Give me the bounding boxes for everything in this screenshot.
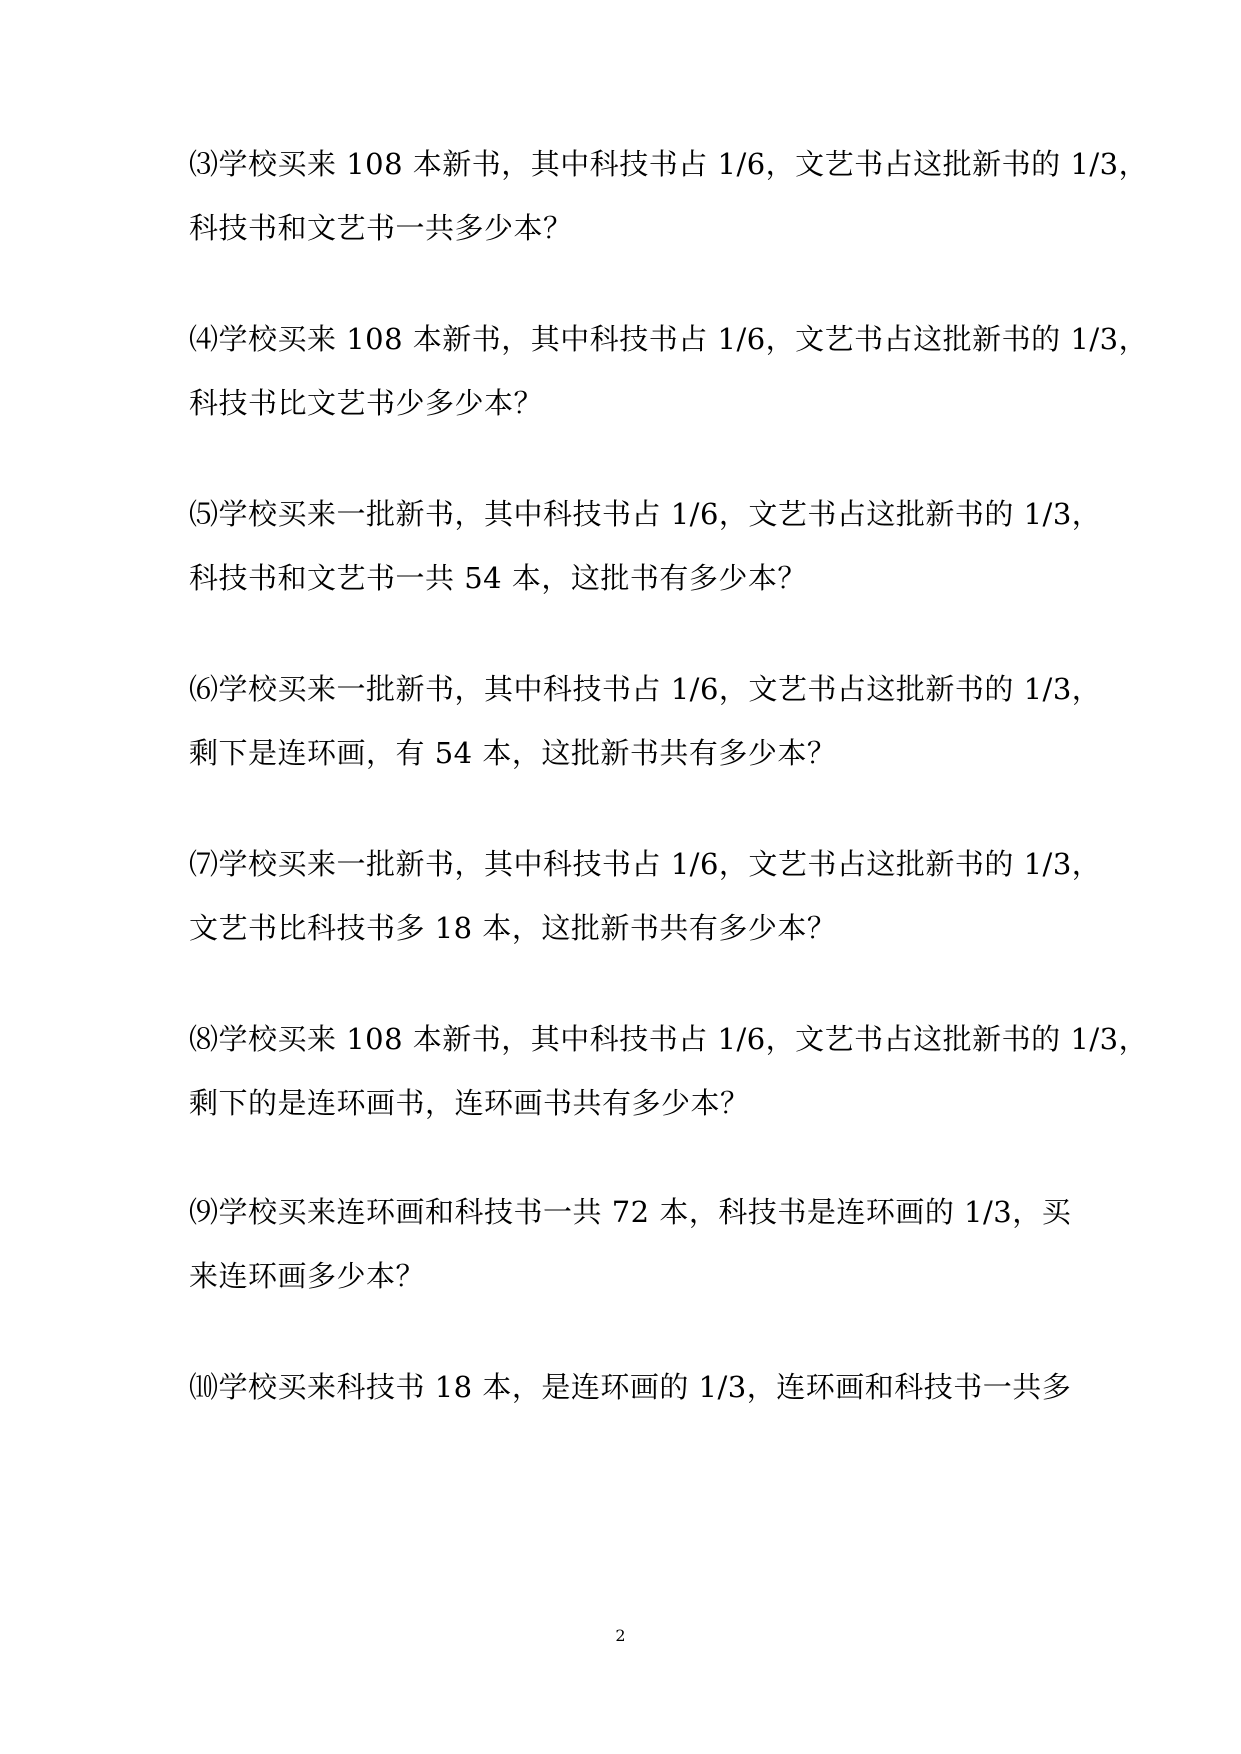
problem-8-line-2: 剩下的是连环画书，连环画书共有多少本？ bbox=[189, 1086, 750, 1120]
problem-9-line-2: 来连环画多少本？ bbox=[189, 1259, 426, 1293]
page-number: 2 bbox=[615, 1626, 626, 1645]
problem-3 bbox=[189, 147, 1149, 245]
problem-6-line-2: 剩下是连环画，有 54 本，这批新书共有多少本？ bbox=[189, 736, 837, 770]
problem-4-line-1: ⑷学校买来 108 本新书，其中科技书占 1/6，文艺书占这批新书的 1/3， bbox=[189, 322, 1149, 356]
problem-3-line-2: 科技书和文艺书一共多少本？ bbox=[189, 211, 573, 245]
problem-7-line-2: 文艺书比科技书多 18 本，这批新书共有多少本？ bbox=[189, 911, 837, 945]
problem-10 bbox=[189, 1371, 1089, 1404]
problem-9-line-1: ⑼学校买来连环画和科技书一共 72 本，科技书是连环画的 1/3，买 bbox=[189, 1195, 1072, 1229]
problem-7 bbox=[189, 847, 1102, 945]
problem-10-line-1: ⑽学校买来科技书 18 本，是连环画的 1/3，连环画和科技书一共多 bbox=[189, 1370, 1072, 1404]
problem-4 bbox=[189, 322, 1149, 420]
problem-5-line-1: ⑸学校买来一批新书，其中科技书占 1/6，文艺书占这批新书的 1/3， bbox=[189, 497, 1102, 531]
problem-6 bbox=[189, 672, 1102, 770]
problem-8 bbox=[189, 1022, 1149, 1120]
problem-8-line-1: ⑻学校买来 108 本新书，其中科技书占 1/6，文艺书占这批新书的 1/3， bbox=[189, 1022, 1149, 1056]
problem-5-line-2: 科技书和文艺书一共 54 本，这批书有多少本？ bbox=[189, 561, 807, 595]
problem-3-line-1: ⑶学校买来 108 本新书，其中科技书占 1/6，文艺书占这批新书的 1/3， bbox=[189, 147, 1149, 181]
problem-9 bbox=[189, 1196, 1089, 1293]
problem-4-line-2: 科技书比文艺书少多少本？ bbox=[189, 386, 544, 420]
problem-7-line-1: ⑺学校买来一批新书，其中科技书占 1/6，文艺书占这批新书的 1/3， bbox=[189, 847, 1102, 881]
problem-5 bbox=[189, 497, 1102, 595]
problem-6-line-1: ⑹学校买来一批新书，其中科技书占 1/6，文艺书占这批新书的 1/3， bbox=[189, 672, 1102, 706]
